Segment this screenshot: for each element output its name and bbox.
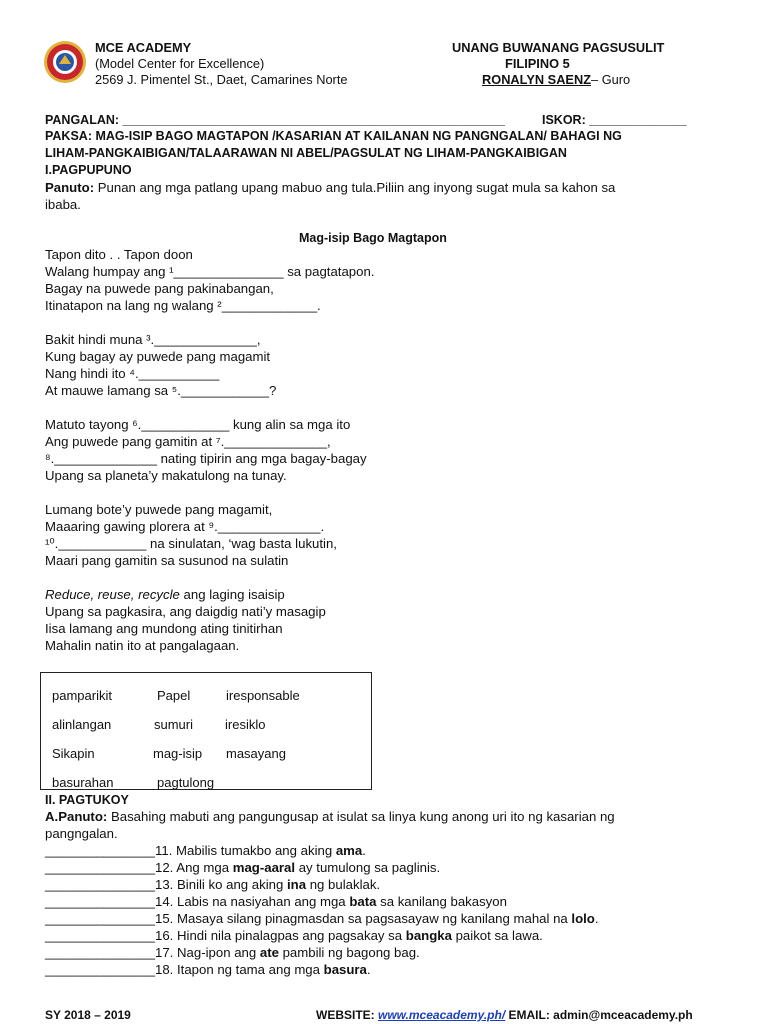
question-keyword: mag-aaral: [232, 860, 296, 875]
teacher-line: [482, 72, 630, 88]
question-keyword: basura: [323, 962, 367, 977]
question-item[interactable]: [45, 876, 380, 893]
question-text-end: .: [594, 911, 599, 926]
word-choice-box: [40, 672, 372, 790]
word-choice: basurahan: [52, 775, 114, 790]
word-choice: alinlangan: [52, 717, 112, 732]
email-text: EMAIL: admin@mceacademy.ph: [505, 1008, 693, 1022]
poem-line: Bakit hindi muna ³.______________,: [45, 332, 261, 347]
school-seal-logo: [43, 40, 87, 84]
school-tagline: (Model Center for Excellence): [95, 56, 265, 71]
question-item[interactable]: [45, 893, 507, 910]
word-choice: iresiklo: [225, 717, 266, 732]
question-item[interactable]: [45, 944, 420, 961]
topic-line-1: PAKSA: MAG-ISIP BAGO MAGTAPON /KASARIAN AT KAILANAN NG PANGNGALAN/ BAHAGI NG: [45, 129, 622, 143]
poem-line: Tapon dito . . Tapon doon: [45, 247, 193, 262]
question-text: _______________18. Itapon ng tama ang mga: [45, 962, 324, 977]
poem-line: Itinatapon na lang ng walang ²_____________.: [45, 298, 321, 313]
poem-line: Nang hindi ito ⁴.___________: [45, 366, 220, 381]
poem-line: [45, 586, 285, 603]
word-choice: mag-isip: [153, 746, 203, 761]
question-text: _______________15. Masaya silang pinagmasdan sa pagsasayaw ng kanilang mahal na: [45, 911, 572, 926]
poem-line: Walang humpay ang ¹_______________ sa pagtatapon.: [45, 264, 375, 279]
poem-line: Bagay na puwede pang pakinabangan,: [45, 281, 274, 296]
name-field[interactable]: PANGALAN: _______________________________________________________: [45, 113, 505, 127]
poem-line: Upang sa planeta’y makatulong na tunay.: [45, 468, 287, 483]
poem-line: Maaaring gawing plorera at ⁹.______________.: [45, 519, 325, 534]
question-text-end: .: [366, 962, 371, 977]
poem-line: At mauwe lamang sa ⁵.____________?: [45, 383, 277, 398]
question-keyword: bata: [349, 894, 377, 909]
part1-heading: I.PAGPUPUNO: [45, 163, 132, 177]
word-choice: sumuri: [154, 717, 194, 732]
word-choice: pagtulong: [157, 775, 215, 790]
exam-title: UNANG BUWANANG PAGSUSULIT: [452, 40, 665, 55]
topic-line-2: LIHAM-PANGKAIBIGAN/TALAARAWAN NI ABEL/PAGSULAT NG LIHAM-PANGKAIBIGAN: [45, 146, 567, 160]
website-label: WEBSITE:: [316, 1008, 378, 1022]
part2-heading: II. PAGTUKOY: [45, 793, 129, 807]
school-address: 2569 J. Pimentel St., Daet, Camarines Norte: [95, 72, 348, 87]
question-text: _______________14. Labis na nasiyahan ang mga: [45, 894, 350, 909]
school-year: SY 2018 – 2019: [45, 1008, 131, 1022]
poem-line: Ang puwede pang gamitin at ⁷.______________,: [45, 434, 331, 449]
question-text: _______________17. Nag-ipon ang: [45, 945, 260, 960]
part1-instruction-line2: ibaba.: [45, 197, 81, 212]
poem-line-rest: ang laging isaisip: [179, 587, 285, 602]
footer-contact: [316, 1008, 693, 1022]
score-field[interactable]: ISKOR: ______________: [542, 113, 687, 127]
word-choice: Sikapin: [52, 746, 95, 761]
poem-line: ⁸.______________ nating tipirin ang mga bagay-bagay: [45, 451, 367, 466]
part1-instruction-line1: [45, 179, 615, 196]
question-text-end: ng bulaklak.: [306, 877, 381, 892]
question-keyword: bangka: [405, 928, 452, 943]
question-text-end: sa kanilang bakasyon: [376, 894, 507, 909]
word-choice: iresponsable: [226, 688, 300, 703]
question-text: _______________11. Mabilis tumakbo ang aking: [45, 843, 336, 858]
word-choice: masayang: [226, 746, 286, 761]
poem-line: Kung bagay ay puwede pang magamit: [45, 349, 271, 364]
exam-subject: FILIPINO 5: [505, 56, 570, 71]
question-text-end: paikot sa lawa.: [451, 928, 543, 943]
question-item[interactable]: [45, 842, 366, 859]
poem-line: ¹⁰.____________ na sinulatan, ‘wag basta lukutin,: [45, 536, 337, 551]
question-text: _______________13. Binili ko ang aking: [45, 877, 287, 892]
poem-line: Upang sa pagkasira, ang daigdig nati’y masagip: [45, 604, 326, 619]
question-item[interactable]: [45, 910, 599, 927]
poem-title: Mag-isip Bago Magtapon: [299, 231, 447, 245]
question-keyword: ama: [335, 843, 363, 858]
part2-instruction-line1: [45, 808, 615, 825]
part1-instr-text: Punan ang mga patlang upang mabuo ang tula.Piliin ang inyong sugat mula sa kahon sa: [94, 180, 616, 195]
question-text-end: ay tumulong sa paglinis.: [295, 860, 441, 875]
question-text-end: .: [362, 843, 366, 858]
question-text-end: pambili ng bagong bag.: [278, 945, 420, 960]
poem-line: Mahalin natin ito at pangalagaan.: [45, 638, 240, 653]
question-item[interactable]: [45, 961, 371, 978]
part2-instruction-line2: pangngalan.: [45, 826, 118, 841]
question-text: _______________12. Ang mga: [45, 860, 233, 875]
part2-instr-text: Basahing mabuti ang pangungusap at isulat sa linya kung anong uri ito ng kasarian ng: [107, 809, 615, 824]
question-keyword: ina: [286, 877, 307, 892]
website-link[interactable]: www.mceacademy.ph/: [378, 1008, 506, 1022]
poem-line: Maari pang gamitin sa susunod na sulatin: [45, 553, 289, 568]
teacher-name: RONALYN SAENZ: [482, 72, 592, 87]
poem-italic-phrase: Reduce, reuse, recycle: [45, 587, 180, 602]
question-item[interactable]: [45, 859, 440, 876]
school-name: MCE ACADEMY: [95, 40, 192, 55]
teacher-role: – Guro: [591, 72, 631, 87]
question-text: _______________16. Hindi nila pinalagpas ang pagsakay sa: [45, 928, 406, 943]
poem-line: Iisa lamang ang mundong ating tinitirhan: [45, 621, 283, 636]
poem-line: Lumang bote’y puwede pang magamit,: [45, 502, 273, 517]
part1-instr-label: Panuto:: [45, 180, 95, 195]
question-keyword: ate: [259, 945, 279, 960]
part2-instr-label: A.Panuto:: [45, 809, 108, 824]
question-item[interactable]: [45, 927, 543, 944]
word-choice: Papel: [157, 688, 191, 703]
question-keyword: lolo: [571, 911, 595, 926]
poem-line: Matuto tayong ⁶.____________ kung alin sa mga ito: [45, 417, 351, 432]
word-choice: pamparikit: [52, 688, 112, 703]
